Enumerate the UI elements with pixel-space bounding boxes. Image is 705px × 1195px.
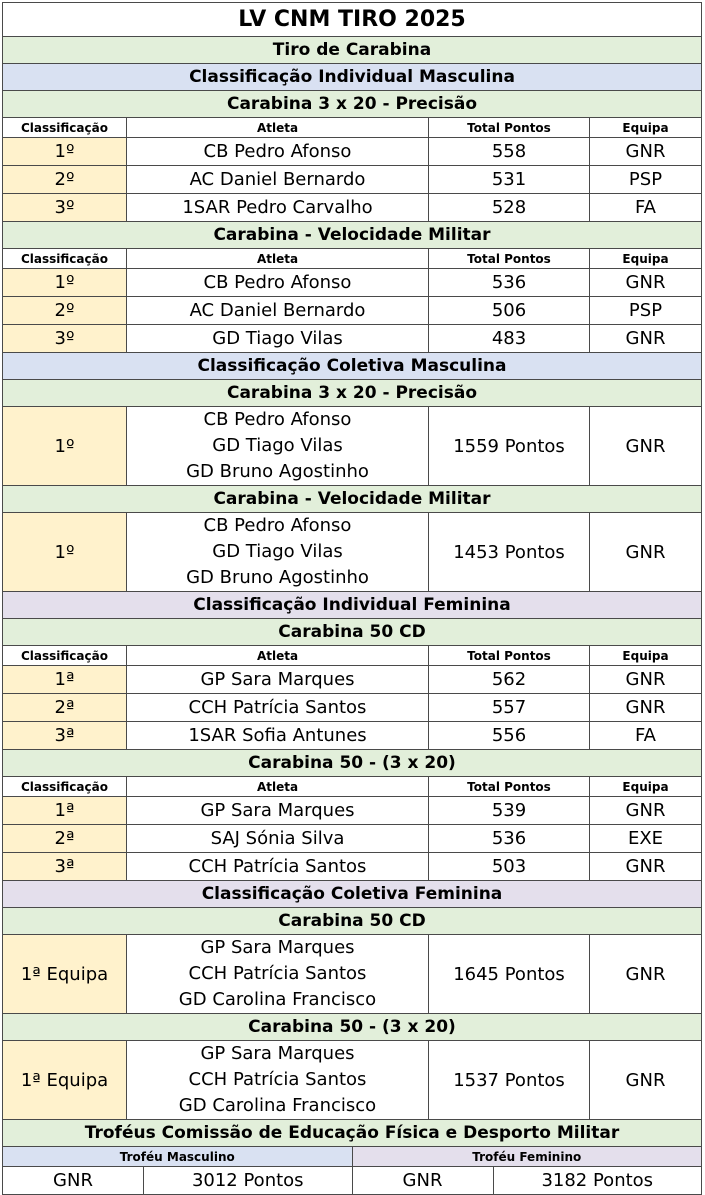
athlete-cell: SAJ Sónia Silva — [127, 825, 429, 852]
rank-column-header: Classificação — [3, 249, 127, 268]
team-cell: GNR — [625, 435, 666, 457]
points-cell: 1559 Pontos — [429, 407, 590, 485]
rank-cell: 1ª — [3, 666, 127, 693]
athlete-cell: AC Daniel Bernardo — [127, 297, 429, 324]
event-heading-row — [3, 619, 701, 646]
team-cell: EXE — [627, 828, 664, 849]
athlete-name: GD Bruno Agostinho — [186, 567, 369, 588]
section-heading: Classificação Coletiva Masculina — [3, 353, 701, 379]
points-cell: 528 — [429, 194, 590, 221]
team-result-row — [3, 407, 701, 486]
discipline-heading: Tiro de Carabina — [3, 37, 701, 63]
section-heading-row — [3, 64, 701, 91]
athlete-cell: 1SAR Sofia Antunes — [127, 722, 429, 749]
column-header-row — [3, 646, 701, 666]
athlete-cell: 1SAR Pedro Carvalho — [127, 194, 429, 221]
male-trophy-values — [3, 1167, 352, 1194]
athlete-name: CCH Patrícia Santos — [188, 1069, 367, 1090]
rank-cell: 2ª — [3, 694, 127, 721]
section-heading: Classificação Individual Feminina — [3, 592, 701, 618]
trophy-value-row — [3, 1167, 701, 1194]
athlete-cell: AC Daniel Bernardo — [127, 166, 429, 193]
athlete-cell: CB Pedro Afonso — [127, 138, 429, 165]
points-cell: 531 — [429, 166, 590, 193]
table-row — [3, 166, 701, 194]
trophies-heading-row — [3, 1120, 701, 1147]
points-cell: 536 — [429, 825, 590, 852]
team-column-header: Equipa — [622, 251, 669, 266]
athlete-column-header: Atleta — [127, 118, 429, 137]
results-table — [2, 2, 702, 1195]
female-trophy-points: 3182 Pontos — [541, 1170, 654, 1191]
athlete-column-header: Atleta — [127, 249, 429, 268]
team-column-header: Equipa — [622, 120, 669, 135]
points-cell: 557 — [429, 694, 590, 721]
event-heading: Carabina 3 x 20 - Precisão — [3, 380, 701, 406]
rank-cell: 2ª — [3, 825, 127, 852]
event-heading: Carabina 3 x 20 - Precisão — [3, 91, 701, 117]
athlete-name: GD Bruno Agostinho — [186, 461, 369, 482]
male-trophy-label: Troféu Masculino — [3, 1147, 352, 1166]
team-cell: FA — [634, 725, 656, 746]
athlete-name: GD Tiago Vilas — [212, 435, 343, 456]
female-trophy-team: GNR — [353, 1167, 494, 1194]
athlete-name: GD Carolina Francisco — [178, 989, 377, 1010]
team-cell: GNR — [625, 328, 666, 349]
event-heading-row — [3, 222, 701, 249]
table-row — [3, 797, 701, 825]
team-column-header: Equipa — [622, 648, 669, 663]
table-row — [3, 269, 701, 297]
rank-cell: 1º — [3, 513, 127, 591]
section-heading-row — [3, 881, 701, 908]
points-cell: 1645 Pontos — [429, 935, 590, 1013]
rank-column-header: Classificação — [3, 777, 127, 796]
rank-cell: 1º — [3, 407, 127, 485]
male-trophy-label-group — [3, 1147, 352, 1166]
points-column-header: Total Pontos — [429, 646, 590, 665]
athlete-cell: GP Sara Marques — [127, 666, 429, 693]
athlete-name: GP Sara Marques — [200, 937, 355, 958]
rank-column-header: Classificação — [3, 646, 127, 665]
section-heading: Classificação Individual Masculina — [3, 64, 701, 90]
event-heading-row — [3, 1014, 701, 1041]
column-header-row — [3, 777, 701, 797]
points-cell: 562 — [429, 666, 590, 693]
team-cell: GNR — [625, 697, 666, 718]
team-result-row — [3, 935, 701, 1014]
event-heading: Carabina - Velocidade Militar — [3, 486, 701, 512]
athlete-column-header: Atleta — [127, 646, 429, 665]
athlete-name: CB Pedro Afonso — [203, 515, 352, 536]
athlete-cell: GD Tiago Vilas — [127, 325, 429, 352]
section-heading: Classificação Coletiva Feminina — [3, 881, 701, 907]
female-trophy-label: Troféu Feminino — [353, 1147, 702, 1166]
column-header-row — [3, 118, 701, 138]
team-cell: GNR — [625, 141, 666, 162]
rank-cell: 3º — [3, 194, 127, 221]
athlete-cell: CCH Patrícia Santos — [127, 853, 429, 880]
column-header-row — [3, 249, 701, 269]
event-heading: Carabina - Velocidade Militar — [3, 222, 701, 248]
table-row — [3, 138, 701, 166]
female-trophy-values — [352, 1167, 702, 1194]
athlete-name: GD Carolina Francisco — [178, 1095, 377, 1116]
rank-cell: 3ª — [3, 722, 127, 749]
trophy-label-row — [3, 1147, 701, 1167]
athlete-name: GD Tiago Vilas — [212, 541, 343, 562]
team-cell: PSP — [628, 169, 663, 190]
event-heading: Carabina 50 - (3 x 20) — [3, 750, 701, 776]
rank-cell: 1º — [3, 138, 127, 165]
points-column-header: Total Pontos — [429, 777, 590, 796]
rank-cell: 1ª Equipa — [3, 935, 127, 1013]
points-cell: 536 — [429, 269, 590, 296]
points-cell: 503 — [429, 853, 590, 880]
event-heading: Carabina 50 CD — [3, 619, 701, 645]
female-trophy-label-group — [352, 1147, 702, 1166]
title-row — [3, 3, 701, 37]
results-content — [3, 64, 701, 1194]
table-row — [3, 853, 701, 881]
points-cell: 1453 Pontos — [429, 513, 590, 591]
points-cell: 483 — [429, 325, 590, 352]
athlete-cell: CCH Patrícia Santos — [127, 694, 429, 721]
event-heading-row — [3, 750, 701, 777]
discipline-row — [3, 37, 701, 64]
team-cell: FA — [634, 197, 656, 218]
athlete-column-header: Atleta — [127, 777, 429, 796]
athlete-name: CCH Patrícia Santos — [188, 963, 367, 984]
team-cell: PSP — [628, 300, 663, 321]
section-heading-row — [3, 592, 701, 619]
athlete-cell: GP Sara Marques — [127, 797, 429, 824]
points-column-header: Total Pontos — [429, 118, 590, 137]
team-result-row — [3, 513, 701, 592]
table-row — [3, 825, 701, 853]
male-trophy-team: GNR — [3, 1167, 144, 1194]
rank-cell: 3º — [3, 325, 127, 352]
rank-column-header: Classificação — [3, 118, 127, 137]
table-row — [3, 325, 701, 353]
event-heading-row — [3, 91, 701, 118]
rank-cell: 1ª Equipa — [3, 1041, 127, 1119]
table-row — [3, 297, 701, 325]
team-cell: GNR — [625, 669, 666, 690]
event-heading-row — [3, 380, 701, 407]
team-athletes-cell — [127, 935, 429, 1013]
table-row — [3, 666, 701, 694]
points-cell: 539 — [429, 797, 590, 824]
athlete-cell: CB Pedro Afonso — [127, 269, 429, 296]
team-cell: GNR — [625, 963, 666, 985]
team-cell: GNR — [625, 800, 666, 821]
table-row — [3, 194, 701, 222]
points-cell: 558 — [429, 138, 590, 165]
points-cell: 506 — [429, 297, 590, 324]
team-result-row — [3, 1041, 701, 1120]
event-heading-row — [3, 908, 701, 935]
team-athletes-cell — [127, 513, 429, 591]
event-heading: Carabina 50 CD — [3, 908, 701, 934]
athlete-name: CB Pedro Afonso — [203, 409, 352, 430]
rank-cell: 1ª — [3, 797, 127, 824]
team-cell: GNR — [625, 272, 666, 293]
athlete-name: GP Sara Marques — [200, 1043, 355, 1064]
rank-cell: 1º — [3, 269, 127, 296]
points-cell: 556 — [429, 722, 590, 749]
rank-cell: 2º — [3, 297, 127, 324]
table-row — [3, 694, 701, 722]
team-cell: GNR — [625, 541, 666, 563]
table-row — [3, 722, 701, 750]
event-heading: Carabina 50 - (3 x 20) — [3, 1014, 701, 1040]
team-athletes-cell — [127, 1041, 429, 1119]
male-trophy-points: 3012 Pontos — [191, 1170, 304, 1191]
team-cell: GNR — [625, 856, 666, 877]
team-column-header: Equipa — [622, 779, 669, 794]
points-cell: 1537 Pontos — [429, 1041, 590, 1119]
points-column-header: Total Pontos — [429, 249, 590, 268]
trophies-heading: Troféus Comissão de Educação Física e Desporto Militar — [3, 1120, 701, 1146]
team-athletes-cell — [127, 407, 429, 485]
page-title: LV CNM TIRO 2025 — [238, 7, 466, 32]
team-cell: GNR — [625, 1069, 666, 1091]
rank-cell: 3ª — [3, 853, 127, 880]
section-heading-row — [3, 353, 701, 380]
rank-cell: 2º — [3, 166, 127, 193]
event-heading-row — [3, 486, 701, 513]
